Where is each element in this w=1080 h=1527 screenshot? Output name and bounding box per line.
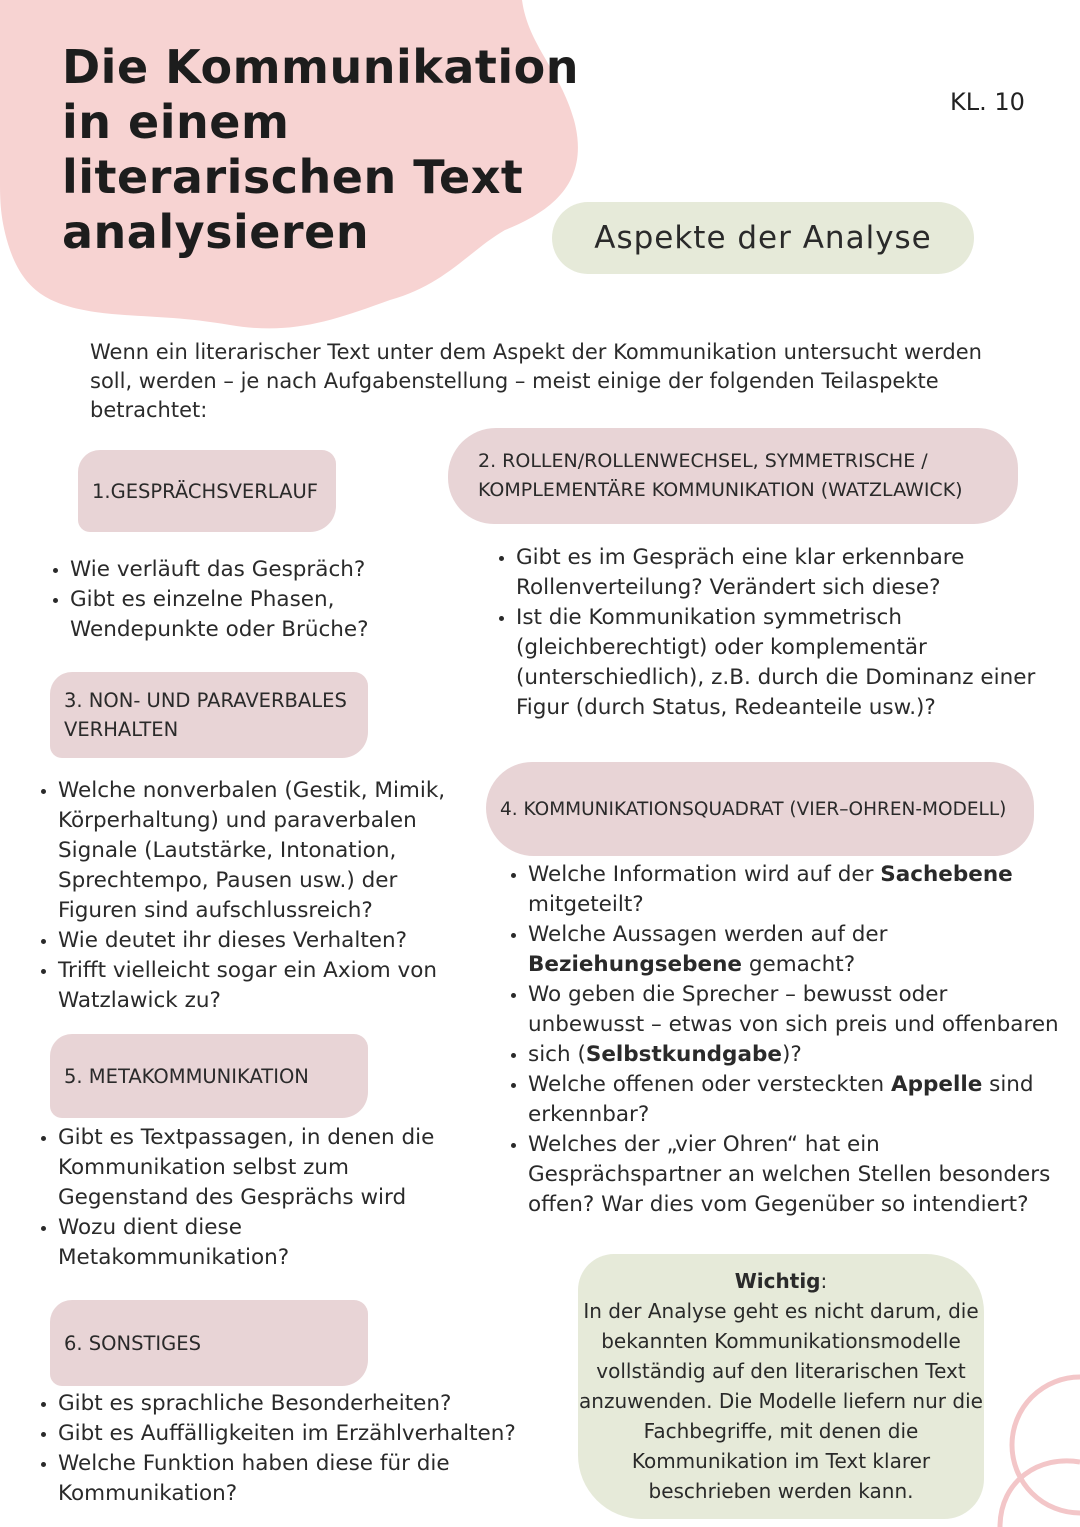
list-item: • Welches der „vier Ohren“ hat ein Gesprächspartner an welchen Stellen besonders offen? War dies vom Gegenüber so intendiert? — [528, 1130, 1063, 1220]
list-item: • Welche Aussagen werden auf der Beziehungsebene gemacht? — [528, 920, 1063, 980]
list-item: • Gibt es Auffälligkeiten im Erzählverhalten? — [58, 1419, 538, 1449]
list-item: • Gibt es einzelne Phasen, Wendepunkte oder Brüche? — [70, 585, 450, 645]
section-2-list — [496, 543, 1041, 723]
note-title: Wichtig — [734, 1269, 821, 1293]
section-4-heading: 4. KOMMUNIKATIONSQUADRAT (VIER–OHREN-MODELL) — [486, 762, 1034, 856]
list-item: • Trifft vielleicht sogar ein Axiom von Watzlawick zu? — [58, 956, 473, 1016]
section-6-heading: 6. SONSTIGES — [50, 1300, 368, 1386]
section-1-list — [50, 555, 450, 645]
subtitle-badge: Aspekte der Analyse — [552, 202, 974, 274]
grade-label: KL. 10 — [950, 88, 1025, 116]
list-item: • Welche offenen oder versteckten Appelle sind erkennbar? — [528, 1070, 1063, 1130]
list-item: • Welche Funktion haben diese für die Kommunikation? — [58, 1449, 538, 1509]
list-item: • Wie deutet ihr dieses Verhalten? — [58, 926, 473, 956]
important-note: Wichtig: In der Analyse geht es nicht darum, die bekannten Kommunikationsmodelle vollständig auf den literarischen Text anzuwenden. Die Modelle liefern nur die Fachbegriffe, mit denen die Kommunikation im Text klarer beschrieben werden kann. — [578, 1254, 984, 1519]
corner-swirl-decoration — [1000, 1377, 1080, 1527]
list-item: • Wo geben die Sprecher – bewusst oder unbewusst – etwas von sich preis und offenbaren — [528, 980, 1063, 1040]
list-item: • sich (Selbstkundgabe)? — [528, 1040, 1063, 1070]
section-5-heading: 5. METAKOMMUNIKATION — [50, 1034, 368, 1118]
list-item: • Ist die Kommunikation symmetrisch (gleichberechtigt) oder komplementär (unterschiedlich), z.B. durch die Dominanz einer Figur (durch Status, Redeanteile usw.)? — [516, 603, 1041, 723]
list-item: • Gibt es sprachliche Besonderheiten? — [58, 1389, 538, 1419]
list-item: • Welche Information wird auf der Sachebene mitgeteilt? — [528, 860, 1063, 920]
list-item: • Gibt es Textpassagen, in denen die Kommunikation selbst zum Gegenstand des Gesprächs wird — [58, 1123, 478, 1213]
note-text: In der Analyse geht es nicht darum, die bekannten Kommunikationsmodelle vollständig auf den literarischen Text anzuwenden. Die Modelle liefern nur die Fachbegriffe, mit denen die Kommunikation im Text klarer beschrieben werden kann. — [579, 1299, 983, 1503]
section-4-list — [508, 860, 1063, 1220]
section-6-list — [38, 1389, 538, 1509]
section-3-heading: 3. NON- UND PARAVERBALES VERHALTEN — [50, 672, 368, 758]
section-5-list — [38, 1123, 478, 1273]
list-item: • Wie verläuft das Gespräch? — [70, 555, 450, 585]
list-item: • Welche nonverbalen (Gestik, Mimik, Körperhaltung) und paraverbalen Signale (Lautstärke, Intonation, Sprechtempo, Pausen usw.) der Figuren sind aufschlussreich? — [58, 776, 473, 926]
intro-paragraph: Wenn ein literarischer Text unter dem Aspekt der Kommunikation untersucht werden soll, werden – je nach Aufgabenstellung – meist einige der folgenden Teilaspekte betrachtet: — [90, 340, 982, 422]
section-1-heading: 1.GESPRÄCHSVERLAUF — [78, 450, 336, 532]
page-title: Die Kommunikation in einem literarischen Text analysieren — [62, 40, 579, 259]
list-item: • Wozu dient diese Metakommunikation? — [58, 1213, 478, 1273]
section-3-list — [38, 776, 473, 1016]
list-item: • Gibt es im Gespräch eine klar erkennbare Rollenverteilung? Verändert sich diese? — [516, 543, 1041, 603]
section-2-heading: 2. ROLLEN/ROLLENWECHSEL, SYMMETRISCHE / KOMPLEMENTÄRE KOMMUNIKATION (WATZLAWICK) — [448, 428, 1018, 524]
